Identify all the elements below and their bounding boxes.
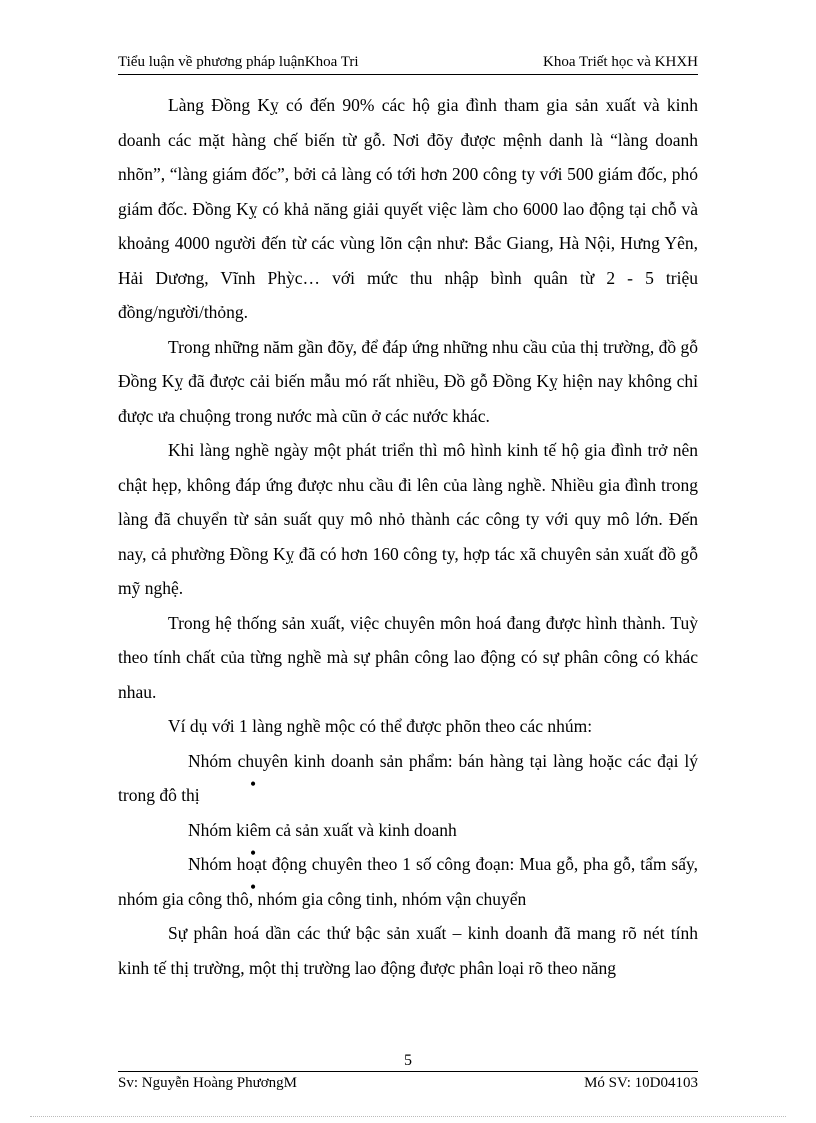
- paragraph-4: Trong hệ thống sản xuất, việc chuyên môn hoá đang được hình thành. Tuỳ theo tính chất của từng nghề mà sự phân công lao động có sự phân công có khác nhau.: [118, 612, 698, 702]
- page-header: [118, 52, 698, 75]
- paragraph-3: Khi làng nghề ngày một phát triển thì mô hình kinh tế hộ gia đình trở nên chật hẹp, không đáp ứng được nhu cầu đi lên của làng nghề. Nhiều gia đình trong làng đã chuyển từ sản suất quy mô nhỏ thành các công ty với quy mô lớn. Đến nay, cả phường Đồng Kỵ đã có hơn 160 công ty, hợp tác xã chuyên sản xuất đồ gỗ mỹ nghệ.: [118, 440, 698, 598]
- paragraph-5: Ví dụ với 1 làng nghề mộc có thể được phõn theo các nhúm:: [168, 716, 593, 736]
- bullet-item-3: [118, 847, 698, 916]
- page-bottom-divider: [30, 1116, 786, 1117]
- footer-student-name: Sv: Nguyễn Hoàng PhươngM: [118, 1075, 297, 1091]
- page-footer: [118, 1071, 698, 1094]
- bullet-text: Nhóm kiêm cả sản xuất và kinh doanh: [188, 819, 457, 840]
- bullet-item-2: [118, 813, 698, 848]
- paragraph-1: Làng Đồng Kỵ có đến 90% các hộ gia đình tham gia sản xuất và kinh doanh các mặt hàng chế biến từ gỗ. Nơi đõy được mệnh danh là “làng doanh nhõn”, “làng giám đốc”, bởi cả làng có tới hơn 200 công ty với 500 giám đốc, phó giám đốc. Đồng Kỵ có khả năng giải quyết việc làm cho 6000 lao động tại chỗ và khoảng 4000 người đến từ các vùng lõn cận như: Bắc Giang, Hà Nội, Hưng Yên, Hải Dương, Vĩnh Phỳc… với mức thu nhập bình quân từ 2 - 5 triệu đồng/người/thỏng.: [118, 95, 698, 322]
- page-number: 5: [404, 1052, 412, 1069]
- paragraph-2: Trong những năm gần đõy, để đáp ứng những nhu cầu của thị trường, đồ gỗ Đồng Kỵ đã được cải biến mẫu mó rất nhiều, Đồ gỗ Đồng Kỵ hiện nay không chỉ được ưa chuộng trong nước mà cũn ở các nước khác.: [118, 336, 698, 426]
- document-body: [118, 88, 698, 985]
- bullet-text: Nhóm hoạt động chuyên theo 1 số công đoạn: Mua gỗ, pha gỗ, tẩm sấy, nhóm gia công thô, nhóm gia công tinh, nhóm vận chuyển: [118, 854, 698, 909]
- footer-student-id: Mó SV: 10D04103: [584, 1075, 698, 1091]
- header-left-title: Tiểu luận về phương pháp luậnKhoa Tri: [118, 54, 359, 70]
- header-right-title: Khoa Triết học và KHXH: [543, 54, 698, 70]
- bullet-item-1: [118, 744, 698, 813]
- closing-paragraph: Sự phân hoá dần các thứ bậc sản xuất – kinh doanh đã mang rõ nét tính kinh tế thị trường, một thị trường lao động được phân loại rõ theo năng: [118, 923, 698, 978]
- bullet-text: Nhóm chuyên kinh doanh sản phẩm: bán hàng tại làng hoặc các đại lý trong đô thị: [118, 750, 698, 805]
